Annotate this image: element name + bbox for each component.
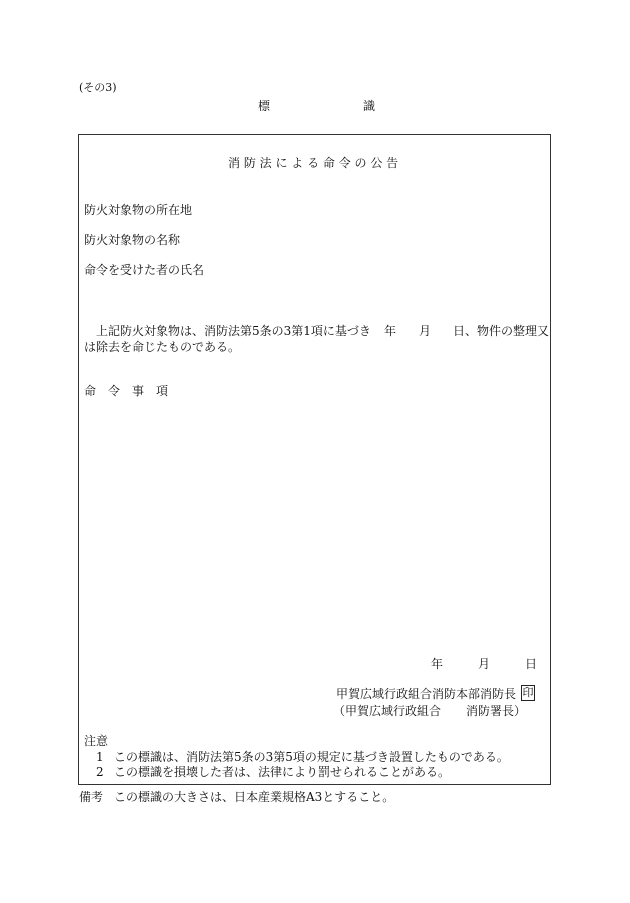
page-title-part1: 標 <box>258 99 271 113</box>
date-year: 年 <box>431 657 444 671</box>
page-title-part2: 識 <box>363 99 376 113</box>
remarks-text: この標識の大きさは、日本産業規格A3とすること。 <box>114 790 395 804</box>
order-items-label: 命 令 事 項 <box>84 384 169 398</box>
field-location-label: 防火対象物の所在地 <box>84 203 193 217</box>
issuer-line2a: （甲賀広域行政組合 <box>333 704 442 718</box>
body-text-line2: は除去を命じたものである。 <box>84 340 241 354</box>
body-year: 年 <box>384 324 397 338</box>
remarks-label: 備考 <box>79 790 104 804</box>
issuer-line1: 甲賀広域行政組合消防本部消防長 <box>336 687 517 701</box>
seal-box: 印 <box>522 686 534 699</box>
form-number: (その3) <box>79 81 117 94</box>
notice-title: 消 防 法 に よ る 命 令 の 公 告 <box>228 156 399 170</box>
body-text-line1b: 日、物件の整理又 <box>453 324 550 338</box>
field-recipient-label: 命令を受けた者の氏名 <box>84 263 205 277</box>
issuer-line2b: 消防署長） <box>466 704 527 718</box>
date-day: 日 <box>525 657 538 671</box>
note-item-2-text: この標識を損壊した者は、法律により罰せられることがある。 <box>114 765 451 779</box>
field-name-label: 防火対象物の名称 <box>84 233 181 247</box>
note-item-1-text: この標識は、消防法第5条の3第5項の規定に基づき設置したものである。 <box>114 750 509 764</box>
note-item-2-number: 2 <box>96 765 104 779</box>
note-item-1-number: 1 <box>96 750 104 764</box>
body-month: 月 <box>419 324 432 338</box>
notes-heading: 注意 <box>84 734 109 748</box>
date-month: 月 <box>478 657 491 671</box>
body-text-line1a: 上記防火対象物は、消防法第5条の3第1項に基づき <box>96 324 371 338</box>
